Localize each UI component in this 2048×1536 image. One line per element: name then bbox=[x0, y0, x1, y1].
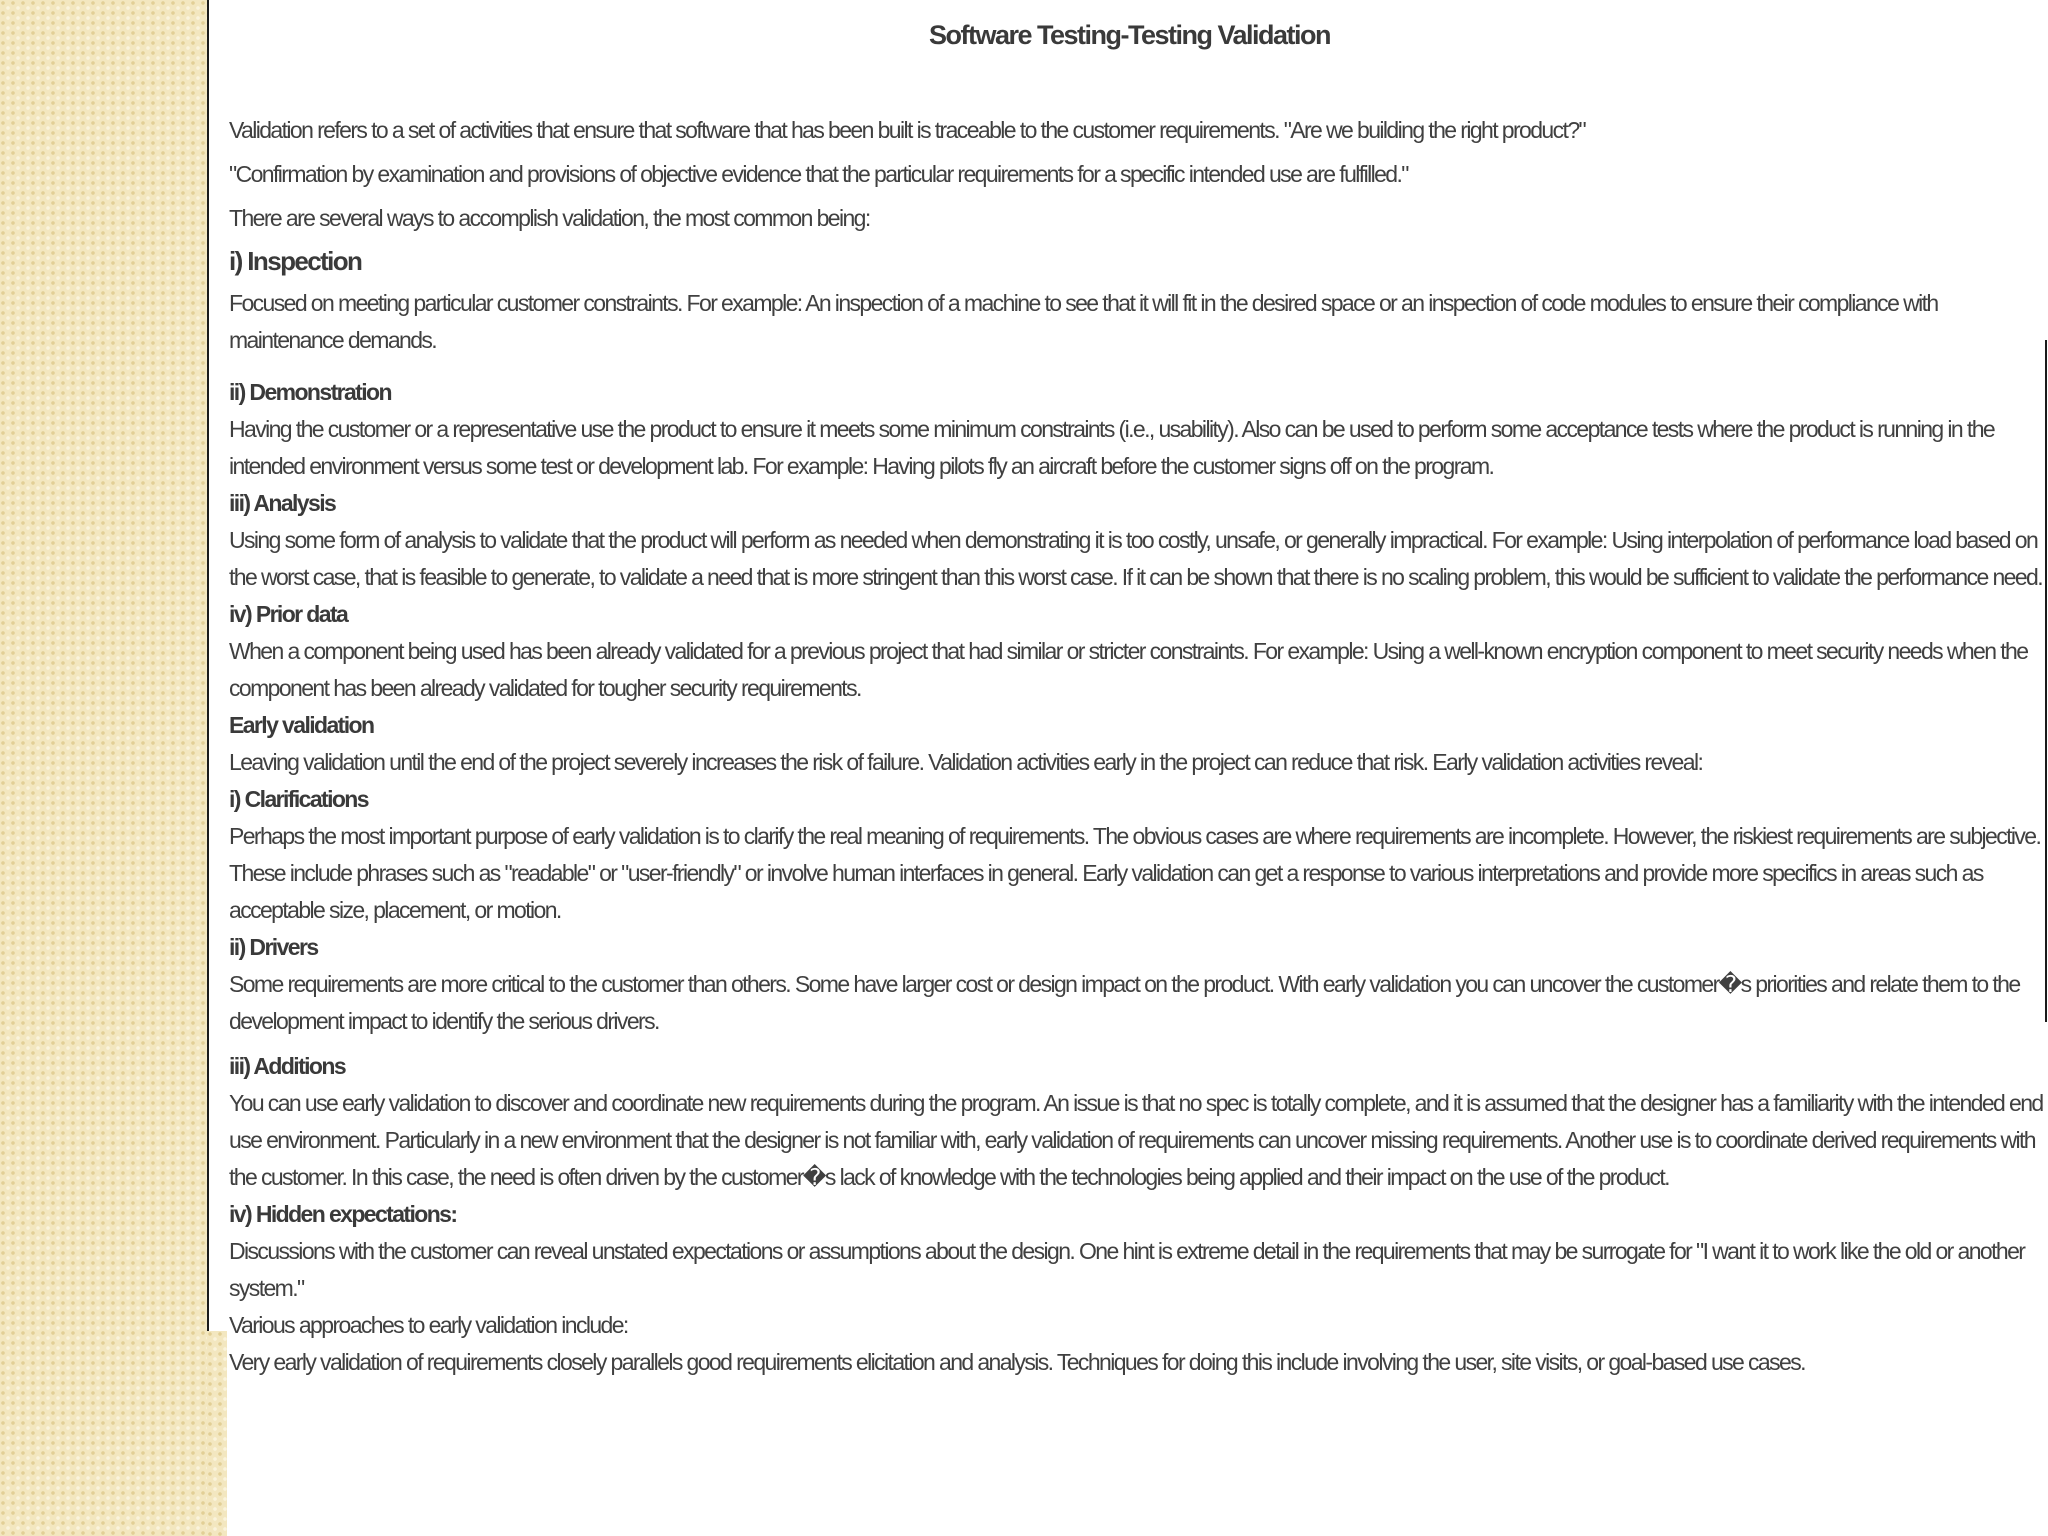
section-text-inspection: Focused on meeting particular customer constraints. For example: An inspection of a machine to see that it will fit in the desired space or an inspection of code modules to ensure their compliance with maintenance demands. bbox=[229, 290, 1943, 353]
section-text-early-validation: Leaving validation until the end of the project severely increases the risk of failure. Validation activities early in the project can reduce that risk. Early validation activities reveal: bbox=[229, 749, 1703, 775]
document-panel bbox=[207, 0, 2048, 1375]
closing-paragraph-2: Very early validation of requirements closely parallels good requirements elicitation and analysis. Techniques for doing this include involving the user, site visits, or goal-based use cases. bbox=[229, 1349, 1805, 1375]
section-text-demonstration: Having the customer or a representative use the product to ensure it meets some minimum constraints (i.e., usability). Also can be used to perform some acceptance tests where the product is running in the intended environment versus some test or development lab. For example: Having pilots fly an aircraft before the customer signs off on the program. bbox=[229, 416, 1999, 479]
section-heading-prior-data: iv) Prior data bbox=[229, 601, 348, 627]
section-heading-hidden-expectations: iv) Hidden expectations: bbox=[229, 1201, 457, 1227]
document-body bbox=[229, 112, 2048, 1381]
section-text-analysis: Using some form of analysis to validate that the product will perform as needed when demonstrating it is too costly, unsafe, or generally impractical. For example: Using interpolation of performance load based on the worst case, that is feasible to generate, to validate a need that is more stringent than this worst case. If it can be shown that there is no scaling problem, this would be sufficient to validate the performance need. bbox=[229, 527, 2043, 590]
section-heading-inspection: i) Inspection bbox=[229, 246, 362, 276]
section-heading-drivers: ii) Drivers bbox=[229, 934, 318, 960]
section-heading-demonstration: ii) Demonstration bbox=[229, 379, 391, 405]
section-text-hidden-expectations: Discussions with the customer can reveal unstated expectations or assumptions about the design. One hint is extreme detail in the requirements that may be surrogate for "I want it to work like the old or another system." bbox=[229, 1238, 2030, 1301]
section-text-additions: You can use early validation to discover and coordinate new requirements during the program. An issue is that no spec is totally complete, and it is assumed that the designer has a familiarity with the intended end use environment. Particularly in a new environment that the designer is not familiar with, early validation of requirements can uncover missing requirements. Another use is to coordinate derived requirements with the customer. In this case, the need is often driven by the customer�s lack of knowledge with the technologies being applied and their impact on the use of the product. bbox=[229, 1090, 2048, 1190]
section-heading-analysis: iii) Analysis bbox=[229, 490, 336, 516]
section-heading-early-validation: Early validation bbox=[229, 712, 374, 738]
side-texture-background bbox=[0, 0, 207, 1536]
section-text-prior-data: When a component being used has been already validated for a previous project that had similar or stricter constraints. For example: Using a well-known encryption component to meet security needs when the component has been already validated for tougher security requirements. bbox=[229, 638, 2033, 701]
intro-paragraph-1: Validation refers to a set of activities that ensure that software that has been built is traceable to the customer requirements. "Are we building the right product?" bbox=[229, 117, 1586, 143]
right-border-rule bbox=[2045, 340, 2047, 1022]
section-heading-clarifications: i) Clarifications bbox=[229, 786, 368, 812]
section-heading-additions: iii) Additions bbox=[229, 1053, 346, 1079]
closing-paragraph-1: Various approaches to early validation include: bbox=[229, 1312, 628, 1338]
intro-paragraph-3: There are several ways to accomplish validation, the most common being: bbox=[229, 205, 870, 231]
section-text-drivers: Some requirements are more critical to the customer than others. Some have larger cost or design impact on the product. With early validation you can uncover the customer�s priorities and relate them to the development impact to identify the serious drivers. bbox=[229, 971, 2025, 1034]
side-texture-background-lower bbox=[207, 1331, 227, 1536]
section-text-clarifications: Perhaps the most important purpose of early validation is to clarify the real meaning of requirements. The obvious cases are where requirements are incomplete. However, the riskiest requirements are subjective. These include phrases such as "readable" or "user-friendly" or involve human interfaces in general. Early validation can get a response to various interpretations and provide more specifics in areas such as acceptable size, placement, or motion. bbox=[229, 823, 2045, 923]
intro-paragraph-2: "Confirmation by examination and provisions of objective evidence that the particular requirements for a specific intended use are fulfilled." bbox=[229, 161, 1408, 187]
page-title: Software Testing-Testing Validation bbox=[928, 20, 1331, 50]
